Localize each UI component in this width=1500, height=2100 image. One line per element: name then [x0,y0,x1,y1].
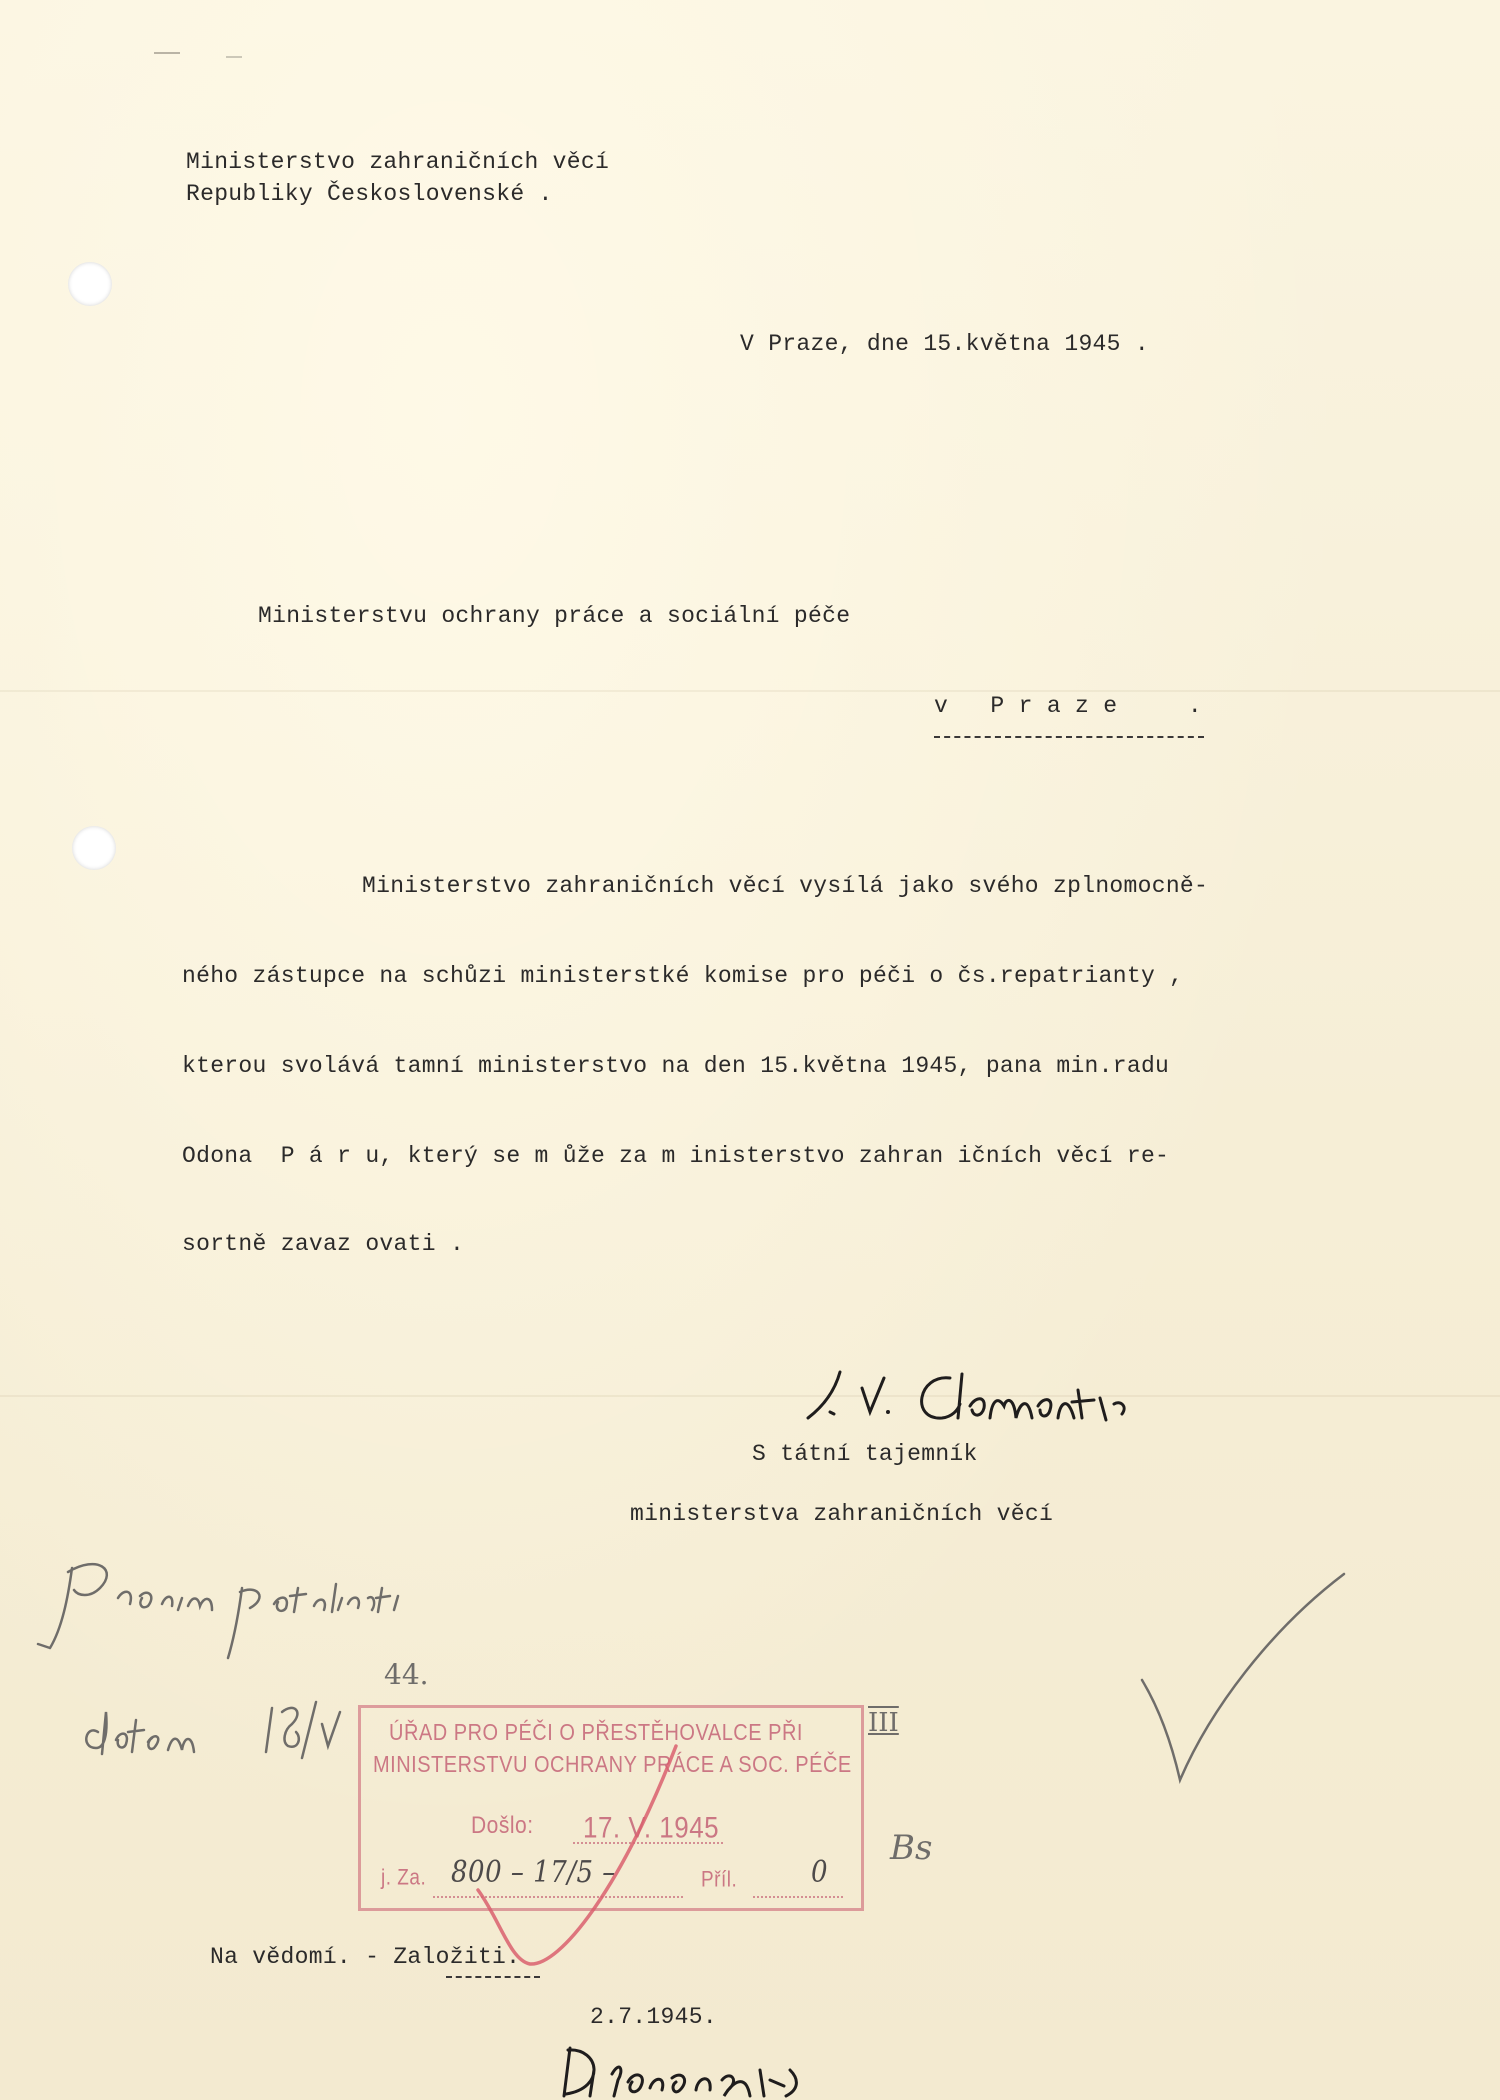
footer-note-underline [446,1976,540,1978]
body-line-2: ného zástupce na schůzi ministerstké komise pro péči o čs.repatrianty , [182,963,1184,989]
stamp-received-label: Došlo: [471,1812,534,1839]
date-line: V Praze, dne 15.května 1945 . [740,331,1149,357]
body-line-5: sortně zavaz ovati . [182,1231,465,1257]
paper-mark [226,56,242,58]
punch-hole-top [68,262,112,306]
letterhead-line1: Ministerstvo zahraničních věcí [186,149,610,175]
stamp-received-date: 17. V. 1945 [583,1809,720,1845]
stamp-attachments-value: 0 [811,1855,829,1891]
clementis-signature [800,1360,1170,1440]
pencil-initials: Bs [890,1828,933,1868]
recipient-city: v P r a z e . [934,693,1202,719]
body-line-1: Ministerstvo zahraničních věcí vysílá jako svého zplnomocně- [362,873,1209,899]
pencil-note-datem [76,1672,376,1782]
signatory-title-1: S tátní tajemník [752,1441,978,1467]
stamp-attachments-label: Příl. [701,1868,738,1893]
pencil-check-mark [1130,1570,1360,1800]
stamp-ref-label: j. Za. [381,1866,427,1891]
punch-hole-bottom [72,826,116,870]
recipient-city-underline [934,736,1204,738]
stamp-line-2: MINISTERSTVU OCHRANY PRÁCE A SOC. PÉČE [373,1752,852,1778]
pencil-roman-numeral: III [868,1708,899,1738]
body-line-4: Odona P á r u, který se m ůže za m inisterstvo zahran ičních věcí re- [182,1143,1170,1169]
footer-note: Na vědomí. - Založiti. [210,1944,521,1970]
footer-signature [550,2040,880,2098]
stamp-line-1: ÚŘAD PRO PÉČI O PŘESTĚHOVALCE PŘI [389,1720,803,1746]
pencil-number: 44. [384,1658,429,1691]
signatory-title-2: ministerstva zahraničních věcí [630,1501,1054,1527]
paper-mark [154,52,180,54]
stamp-ref-number: 800 – 17/5 – [451,1855,616,1891]
paper-fold-line [0,690,1500,692]
body-line-3: kterou svolává tamní ministerstvo na den 15.května 1945, pana min.radu [182,1053,1170,1079]
recipient-name: Ministerstvu ochrany práce a sociální péče [258,603,851,629]
stamp-dotted-line [753,1896,843,1898]
paper-fold-line [0,1395,1500,1397]
footer-date: 2.7.1945. [590,2004,717,2030]
letterhead-line2: Republiky Československé . [186,181,553,207]
